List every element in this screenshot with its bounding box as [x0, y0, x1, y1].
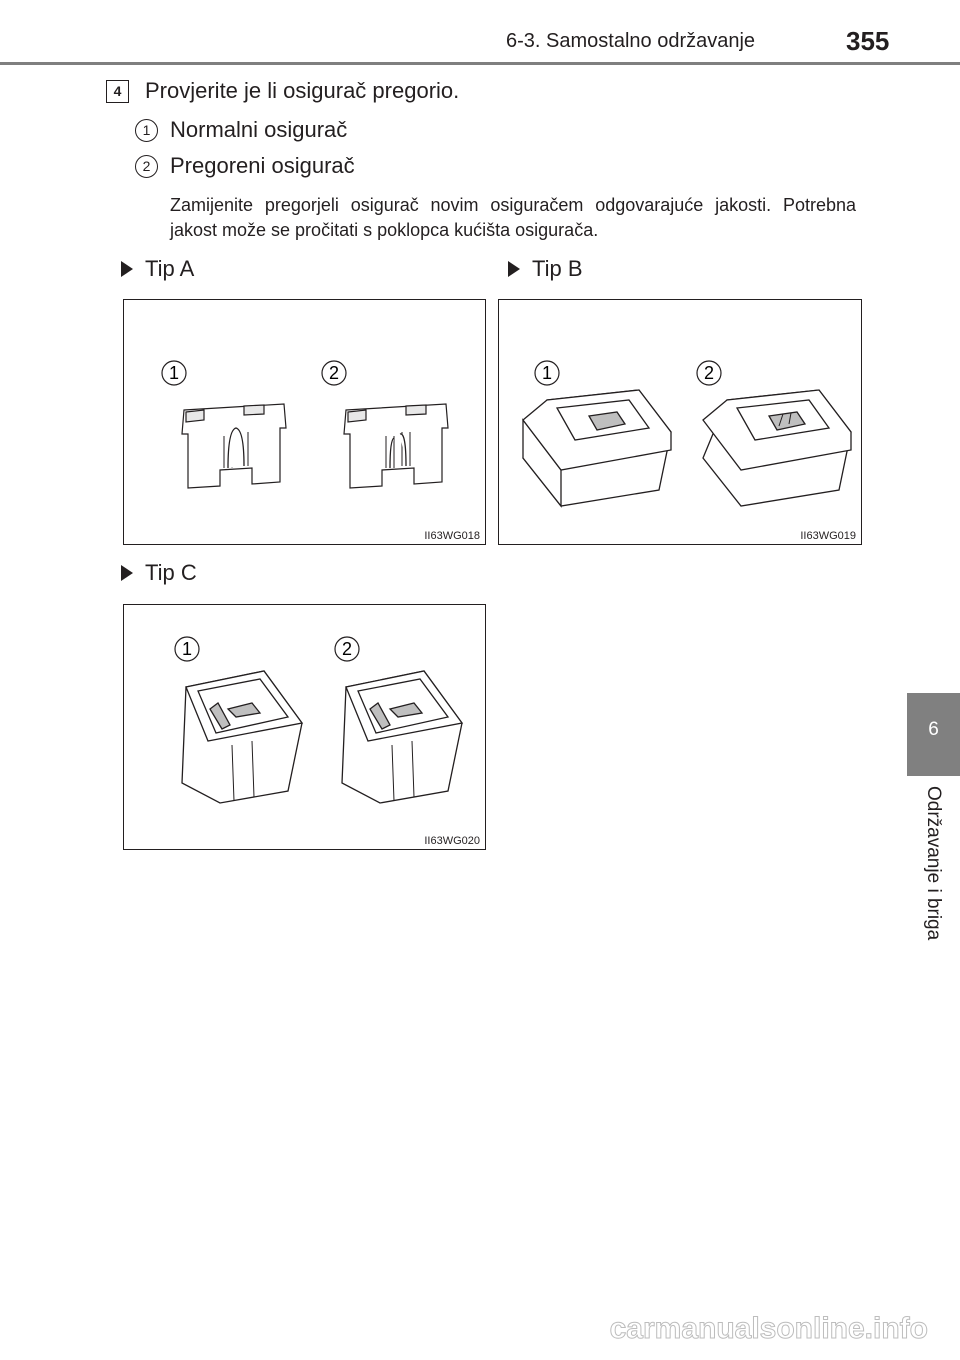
triangle-bullet-icon — [508, 261, 520, 277]
variant-label-text: Tip B — [532, 256, 583, 281]
variant-label-a — [121, 256, 194, 282]
callout-1: 1 — [168, 363, 180, 383]
step-number-badge: 4 — [106, 80, 129, 103]
callout-2: 2 — [703, 363, 715, 383]
item-number-2: 2 — [135, 155, 158, 178]
chapter-title: Održavanje i briga — [923, 786, 944, 941]
figure-code: II63WG020 — [424, 835, 480, 847]
variant-label-text: Tip C — [145, 560, 197, 585]
replacement-note: Zamijenite pregorjeli osigurač novim osiguračem odgovarajuće jakosti. Potrebna jakost može se pročitati s poklopca kućišta osigurača. — [170, 195, 856, 240]
triangle-bullet-icon — [121, 261, 133, 277]
header-divider — [0, 62, 960, 65]
variant-label-text: Tip A — [145, 256, 195, 281]
callout-2: 2 — [328, 363, 340, 383]
chapter-tab — [907, 693, 960, 776]
figure-code: II63WG018 — [424, 530, 480, 542]
callout-1: 1 — [541, 363, 553, 383]
step-instruction: Provjerite je li osigurač pregorio. — [145, 78, 460, 103]
variant-label-b — [508, 256, 583, 282]
item-number-1: 1 — [135, 119, 158, 142]
item-label-blown-fuse: Pregoreni osigurač — [170, 153, 355, 178]
variant-label-c — [121, 560, 197, 586]
item-label-normal-fuse: Normalni osigurač — [170, 117, 348, 142]
figure-fuse-type-c — [123, 604, 486, 850]
watermark-logo — [572, 1306, 932, 1348]
figure-fuse-type-a — [123, 299, 486, 545]
fuse-type-a-illustration — [124, 300, 485, 544]
chapter-number: 6 — [928, 719, 939, 740]
figure-code: II63WG019 — [800, 530, 856, 542]
page-number: 355 — [846, 26, 890, 56]
triangle-bullet-icon — [121, 565, 133, 581]
callout-2: 2 — [341, 639, 353, 659]
section-title: 6-3. Samostalno održavanje — [506, 30, 756, 52]
fuse-type-c-illustration — [124, 605, 485, 849]
watermark-text: carmanualsonline.info — [609, 1312, 928, 1345]
fuse-type-b-illustration — [499, 300, 861, 544]
figure-fuse-type-b — [498, 299, 862, 545]
callout-1: 1 — [181, 639, 193, 659]
